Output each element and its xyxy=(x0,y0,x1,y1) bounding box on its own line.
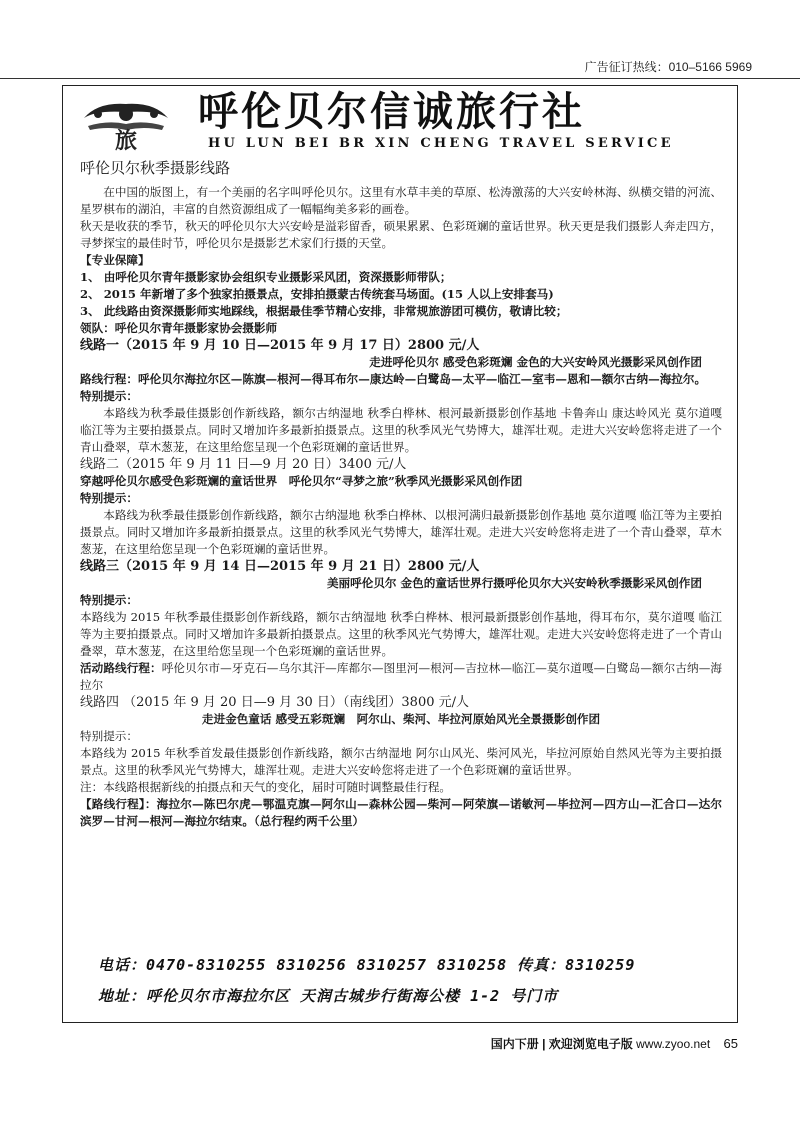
route-3-subtitle: 美丽呼伦贝尔 金色的童话世界行摄呼伦贝尔大兴安岭秋季摄影采风创作团 xyxy=(326,576,702,590)
ad-hotline: 广告征订热线：010–5166 5969 xyxy=(584,60,752,74)
route-4-tip: 本路线为 2015 年秋季首发最佳摄影创作新线路，额尔古纳湿地 阿尔山风光、柴河风光，毕拉河原始自然风光等为主要拍摄景点。这里的秋季风光气势博大，雄浑壮观。走进大兴安岭您将走进了一个色彩斑斓的童话世界。 xyxy=(80,746,722,777)
tip-heading: 特别提示： xyxy=(80,389,138,403)
route-4-itinerary xyxy=(80,796,722,830)
article-title: 呼伦贝尔秋季摄影线路 xyxy=(80,159,231,177)
guarantee-item: 1、 由呼伦贝尔青年摄影家协会组织专业摄影采风团，资深摄影师带队； xyxy=(80,270,452,284)
itinerary-text: 海拉尔—陈巴尔虎—鄂温克旗—阿尔山—森林公园—柴河—阿荣旗—诺敏河—毕拉河—四方山—汇合口—达尔滨罗—甘河—根河—海拉尔结束。（总行程约两千公里） xyxy=(80,797,722,828)
route-3-tip: 本路线为 2015 年秋季最佳摄影创作新线路，额尔古纳湿地 秋季白桦林、根河最新摄影创作基地，得耳布尔，莫尔道嘎 临江等为主要拍摄景点。同时又增加许多最新拍摄景点。这里的秋季风光气势博大，雄浑壮观。走进大兴安岭您将走进了一个青山叠翠，草木葱茏，在这里给您呈现一个色彩斑斓的童话世界。 xyxy=(80,610,722,658)
itinerary-label: 活动路线行程： xyxy=(80,661,162,675)
route-1-title: 线路一（2015 年 9 月 10 日—2015 年 9 月 17 日）2800 元/人 xyxy=(80,338,480,353)
route-2-title: 线路二（2015 年 9 月 11 日—9 月 20 日）3400 元/人 xyxy=(80,457,407,472)
intro-paragraph: 秋天是收获的季节，秋天的呼伦贝尔大兴安岭是溢彩留香，硕果累累、色彩斑斓的童话世界。秋天更是我们摄影人奔走四方，寻梦探宝的最佳时节，呼伦贝尔是摄影艺术家们行摄的天堂。 xyxy=(80,219,722,250)
svg-text:旅: 旅 xyxy=(114,128,138,152)
page-footer: 国内下册 | 欢迎浏览电子版 www.zyoo.net 65 xyxy=(490,1036,738,1051)
travel-logo-icon xyxy=(78,96,174,152)
tip-heading: 特别提示： xyxy=(80,729,138,743)
leader-line: 领队：呼伦贝尔青年摄影家协会摄影师 xyxy=(80,321,278,335)
brand-name-cn: 呼伦贝尔信诚旅行社 xyxy=(198,88,585,135)
footer-url[interactable]: www.zyoo.net xyxy=(636,1037,711,1051)
intro-paragraph: 在中国的版图上，有一个美丽的名字叫呼伦贝尔。这里有水草丰美的草原、松涛激荡的大兴安岭林海、纵横交错的河流、星罗棋布的湖泊，丰富的自然资源组成了一幅幅绚美多彩的画卷。 xyxy=(80,185,722,216)
route-1-subtitle: 走进呼伦贝尔 感受色彩斑斓 金色的大兴安岭风光摄影采风创作团 xyxy=(369,355,702,369)
route-4-title: 线路四 （2015 年 9 月 20 日—9 月 30 日）（南线团）3800 元/人 xyxy=(80,695,469,710)
route-3-title: 线路三（2015 年 9 月 14 日—2015 年 9 月 21 日）2800 元/人 xyxy=(80,559,480,574)
footer-cta: 欢迎浏览电子版 xyxy=(548,1037,633,1051)
article-body xyxy=(80,160,722,830)
guarantee-item: 2、 2015 年新增了多个独家拍摄景点，安排拍摄蒙古传统套马场面。(15 人以上安排套马) xyxy=(80,287,554,301)
route-2-tip: 本路线为秋季最佳摄影创作新线路，额尔古纳湿地 秋季白桦林、以根河满归最新摄影创作基地 莫尔道嘎 临江等为主要拍摄景点。同时又增加许多最新拍摄景点。这里的秋季风光气势博大，雄浑壮观。走进大兴安岭您将走进了一个青山叠翠，草木葱茏，在这里给您呈现一个色彩斑斓的童话世界。 xyxy=(80,508,722,556)
page-number: 65 xyxy=(723,1036,738,1051)
guarantee-heading: 【专业保障】 xyxy=(80,253,150,267)
brand-name-en: HU LUN BEI BR XIN CHENG TRAVEL SERVICE xyxy=(208,136,674,151)
note-line: 注：本线路根据新线的拍摄点和天气的变化，届时可随时调整最佳行程。 xyxy=(80,780,452,794)
footer-section: 国内下册 xyxy=(490,1037,539,1051)
itinerary-text: 呼伦贝尔市—牙克石—乌尔其汗—库都尔—图里河—根河—吉拉林—临江—莫尔道嘎—白鹭岛—额尔古纳—海拉尔 xyxy=(80,661,722,692)
brand-header xyxy=(70,88,730,154)
contact-address: 地址：呼伦贝尔市海拉尔区 天润古城步行街海公楼 1-2 号门市 xyxy=(98,987,559,1005)
route-1-tip: 本路线为秋季最佳摄影创作新线路，额尔古纳湿地 秋季白桦林、根河最新摄影创作基地 卡鲁奔山 康达岭风光 莫尔道嘎 临江等为主要拍摄景点。同时又增加许多最新拍摄景点。这里的秋季风光气势博大，雄浑壮观。走进大兴安岭您将走进了一个青山叠翠，草木葱茏，在这里给您呈现一个色彩斑斓的童话世界。 xyxy=(80,406,722,454)
route-2-subtitle: 穿越呼伦贝尔感受色彩斑斓的童话世界 呼伦贝尔“寻梦之旅”秋季风光摄影采风创作团 xyxy=(80,474,523,488)
tip-heading: 特别提示： xyxy=(80,491,138,505)
guarantee-item: 3、 此线路由资深摄影师实地踩线，根据最佳季节精心安排，非常规旅游团可模仿，敬请比较； xyxy=(80,304,568,318)
itinerary-label: 【路线行程】： xyxy=(80,797,157,811)
top-rule xyxy=(0,78,800,79)
route-4-subtitle: 走进金色童话 感受五彩斑斓 阿尔山、柴河、毕拉河原始风光全景摄影创作团 xyxy=(201,712,601,726)
tip-heading: 特别提示： xyxy=(80,593,138,607)
route-3-itinerary xyxy=(80,660,722,694)
route-1-itinerary: 路线行程：呼伦贝尔海拉尔区—陈旗—根河—得耳布尔—康达岭—白鹭岛—太平—临江—室韦—恩和—额尔古纳—海拉尔。 xyxy=(80,372,707,386)
contact-phone: 电话：0470-8310255 8310256 8310257 8310258 传真：8310259 xyxy=(98,956,636,974)
